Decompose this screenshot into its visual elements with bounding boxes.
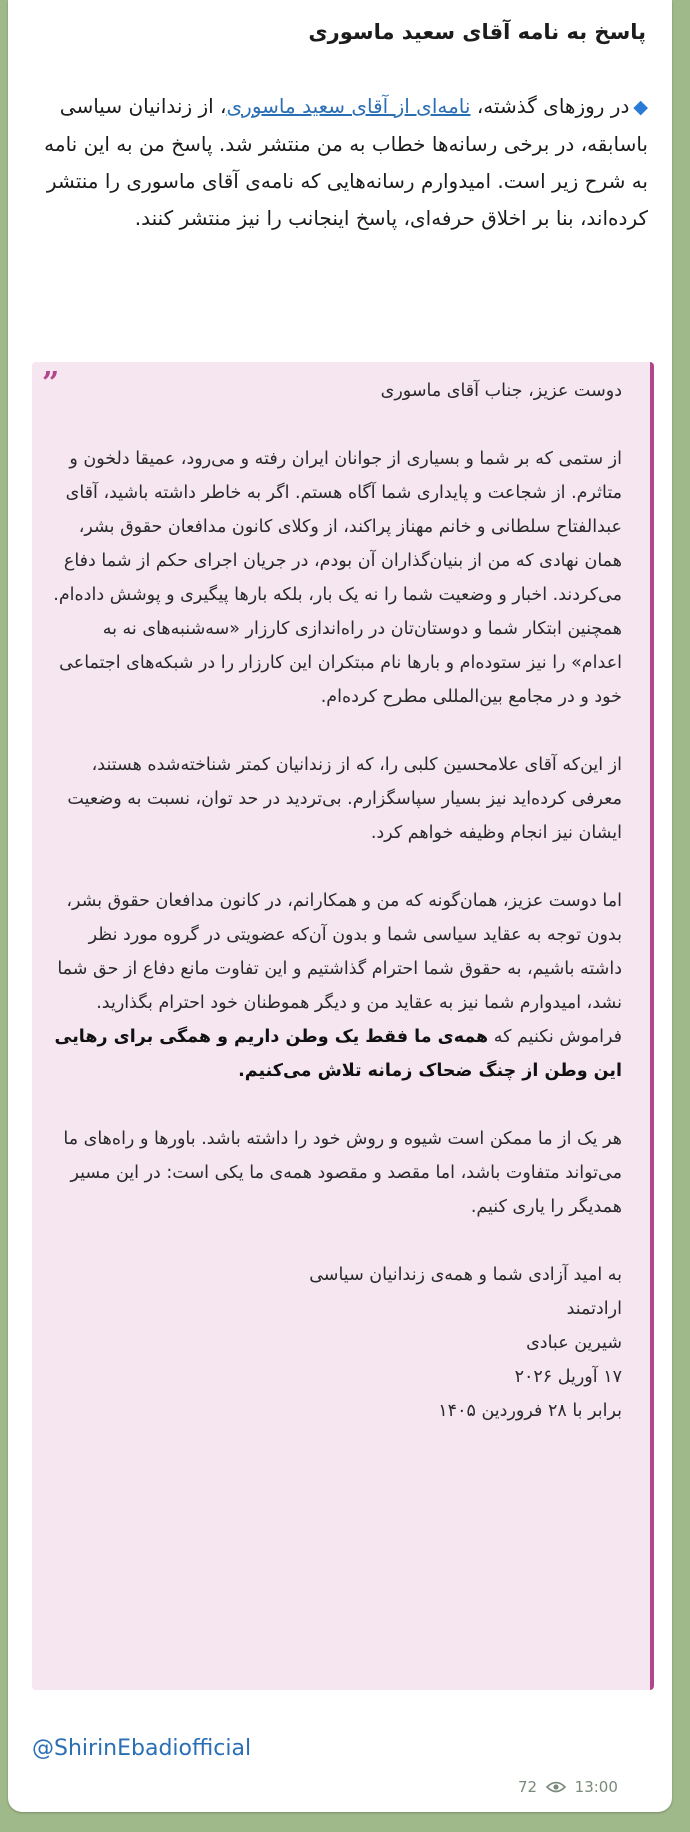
letter-blockquote xyxy=(32,362,654,1690)
letter-paragraph-3 xyxy=(52,884,622,1088)
letter-closing: به امید آزادی شما و همه‌ی زندانیان سیاسی xyxy=(309,1265,622,1285)
intro-suffix: ، از زندانیان سیاسی باسابقه، در برخی رسانه‌ها خطاب به من منتشر شد. پاسخ من به این نامه به شرح زیر است. امیدوارم رسانه‌هایی که نامه‌ی آقای ماسوری را منتشر کرده‌اند، بنا بر اخلاق حرفه‌ای، پاسخ اینجانب را نیز منتشر کنند. xyxy=(44,94,648,230)
message-meta xyxy=(518,1778,618,1797)
view-count: 72 xyxy=(518,1778,538,1796)
intro-prefix: در روزهای گذشته، xyxy=(470,94,630,118)
eye-icon xyxy=(546,1779,566,1797)
letter-paragraph-3-text: اما دوست عزیز، همان‌گونه که من و همکارانم، در کانون مدافعان حقوق بشر، بدون توجه به عقاید سیاسی شما و بدون آن‌که عضویتی در گروه مورد نظر داشته باشیم، به حقوق شما احترام گذاشتیم و این تفاوت مانع دفاع از حق شما نشد، امیدوارم شما نیز به عقاید من و دیگر هموطنان خود احترام بگذارید. فراموش نکنیم که xyxy=(57,891,622,1047)
letter-date-persian: برابر با ۲۸ فروردین ۱۴۰۵ xyxy=(438,1401,622,1421)
letter-paragraph-3-bold: همه‌ی ما فقط یک وطن داریم و همگی برای رهایی این وطن از چنگ ضحاک زمانه تلاش می‌کنیم. xyxy=(54,1027,622,1081)
post-title: پاسخ به نامه آقای سعید ماسوری xyxy=(308,20,646,44)
letter-date-gregorian: ۱۷ آوریل ۲۰۲۶ xyxy=(514,1367,622,1387)
letter-regards: ارادتمند xyxy=(566,1299,622,1319)
letter-link[interactable]: نامه‌ای از آقای سعید ماسوری xyxy=(226,94,471,118)
quote-icon: ” xyxy=(42,366,60,401)
message-time: 13:00 xyxy=(574,1778,618,1796)
letter-salutation: دوست عزیز، جناب آقای ماسوری xyxy=(380,381,622,401)
letter-paragraph-4: هر یک از ما ممکن است شیوه و روش خود را داشته باشد. باورها و راه‌های ما می‌تواند متفاوت باشد، اما مقصد و مقصود همه‌ی ما یکی است: در این مسیر همدیگر را یاری کنیم. xyxy=(63,1129,622,1217)
channel-signature-link[interactable]: @ShirinEbadiofficial xyxy=(32,1736,252,1761)
letter-author-name: شیرین عبادی xyxy=(526,1333,622,1353)
letter-paragraph-1: از ستمی که بر شما و بسیاری از جوانان ایران رفته و می‌رود، عمیقا دلخون و متاثرم. از شجاعت و پایداری شما آگاه هستم. اگر به خاطر داشته باشید، آقای عبدالفتاح سلطانی و خانم مهناز پراکند، از وکلای کانون مدافعان حقوق بشر، همان نهادی که من از بنیان‌گذاران آن بودم، در جریان اجرای حکم از شما دفاع می‌کردند. اخبار و وضعیت شما را نه یک بار، بلکه بارها پیگیری و پوشش داده‌ام. همچنین ابتکار شما و دوستان‌تان در راه‌اندازی کارزار «سه‌شنبه‌های نه به اعدام» را نیز ستوده‌ام و بارها نام مبتکران این کارزار را در شبکه‌های اجتماعی خود و در مجامع بین‌المللی مطرح کرده‌ام. xyxy=(53,449,622,707)
blue-diamond-icon: ◆ xyxy=(633,96,648,118)
letter-paragraph-2: از این‌که آقای علامحسین کلبی را، که از زندانیان کمتر شناخته‌شده هستند، معرفی کرده‌اید نیز بسیار سپاسگزارم. بی‌تردید در حد توان، نسبت به وضعیت ایشان نیز انجام وظیفه خواهم کرد. xyxy=(67,755,622,843)
intro-paragraph xyxy=(32,88,648,237)
message-bubble xyxy=(8,0,672,1812)
